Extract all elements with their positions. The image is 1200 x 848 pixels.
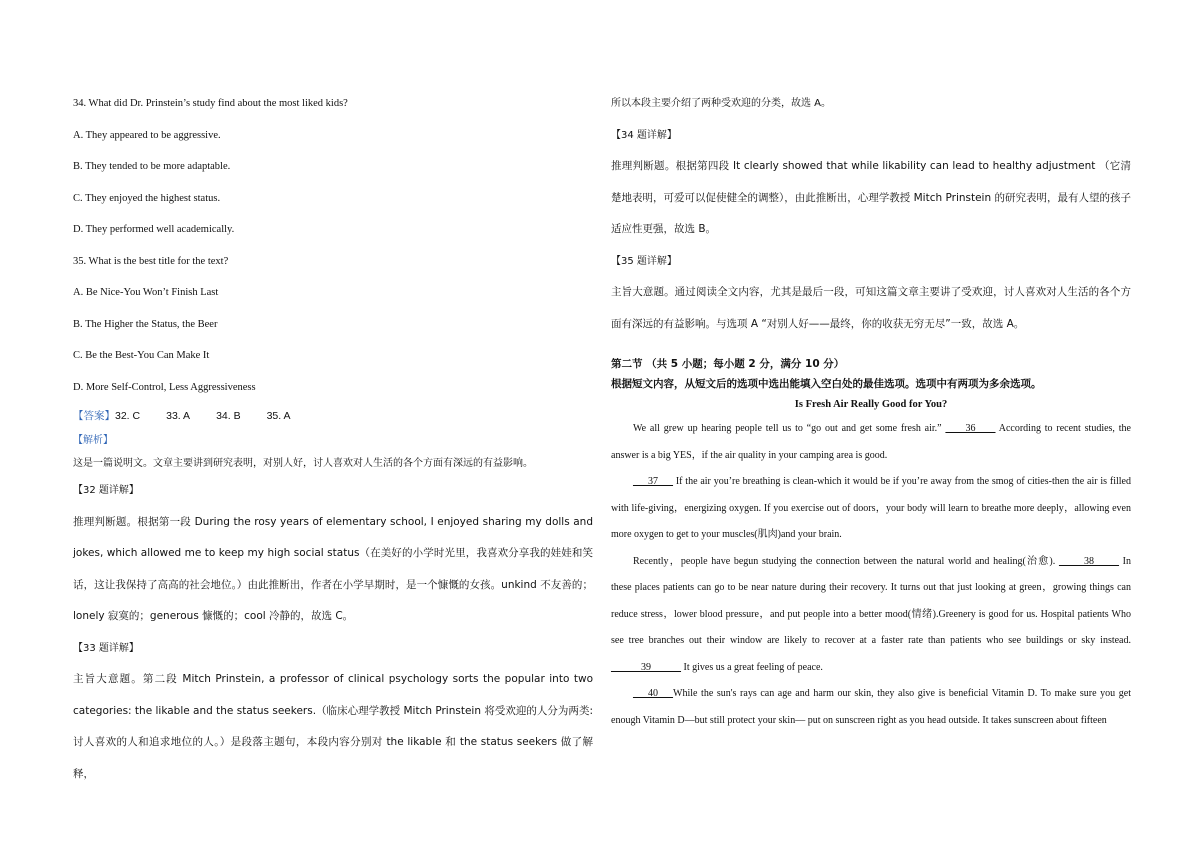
passage-title: Is Fresh Air Really Good for You? [794,399,948,410]
passage-paragraph-3 [611,549,1131,682]
detail-35-text: 主旨大意题。通过阅读全文内容，尤其是最后一段，可知这篇文章主要讲了受欢迎，讨人喜欢对人生活的各个方面有深远的有益影响。与选项 A “对别人好——最终，你的收获无穷无尽”一致，故选 A。 [611,286,1131,330]
detail-34-text: 推理判断题。根据第四段 It clearly showed that while likability can lead to healthy adjustment （它清楚地表明，可爱可以促使健全的调整），由此推断出，心理学教授 Mitch Prinstein 的研究表明，最有人望的孩子适应性更强，故选 B。 [611,160,1131,235]
left-column [73,88,593,790]
blank-39: ______39______ [611,661,681,673]
passage-paragraph-2 [611,469,1131,549]
detail-35-heading: 【35 题详解】 [611,255,677,267]
paragraph-text: While the sun's rays can age and harm our skin, they also give is beneficial Vitamin D. To make sure you get enough Vitamin D—but still protect your skin— put on sunscreen right as you head outside. It takes sunscreen about fifteen [611,688,1131,726]
blank-38: _____38_____ [1058,555,1119,567]
blank-37: ___37___ [633,476,673,487]
answer-34: 34. B [216,410,241,422]
paragraph-text: According to recent studies, the answer is a big YES，if the air quality in your camping area is good. [611,423,1131,461]
spacer [611,340,1131,354]
question-34-option-d: D. They performed well academically. [73,224,235,235]
section-instructions: 根据短文内容，从短文后的选项中选出能填入空白处的最佳选项。选项中有两项为多余选项。 [611,378,1042,390]
question-35-option-b: B. The Higher the Status, the Beer [73,318,218,330]
question-34-option-c: C. They enjoyed the highest status. [73,192,221,204]
answer-label: 【答案】 [73,410,115,422]
question-35-option-c: C. Be the Best-You Can Make It [73,350,210,361]
paragraph-text: If the air you’re breathing is clean-which it would be if you’re away from the smog of cities-then the air is filled with life-giving，energizing oxygen. If you exercise out of doors，your body will learn to breathe more deeply，allowing even more oxygen to get to your muscles(肌肉)and your brain. [611,476,1131,540]
question-35-stem: 35. What is the best title for the text? [73,255,229,267]
right-column [611,88,1131,734]
answer-33: 33. A [166,410,191,422]
question-35-option-a: A. Be Nice-You Won’t Finish Last [73,287,219,298]
detail-33-heading: 【33 题详解】 [73,642,139,654]
detail-32-heading: 【32 题详解】 [73,485,139,496]
detail-34-heading: 【34 题详解】 [611,129,677,141]
passage-paragraph-4 [611,681,1131,734]
detail-33-text: 主旨大意题。第二段 Mitch Prinstein, a professor of clinical psychology sorts the popular into two categories: the likable and the status seekers.（临床心理学教授 Mitch Prinstein 将受欢迎的人分为两类:讨人喜欢的人和追求地位的人。）是段落主题句，本段内容分别对 the likable 和 the status seekers 做了解释， [73,673,593,780]
section-header: 第二节 （共 5 小题；每小题 2 分，满分 10 分） [611,358,845,370]
question-34-option-b: B. They tended to be more adaptable. [73,161,231,172]
answer-32: 32. C [115,410,141,422]
paragraph-text: In these places patients can go to be near nature during their recovery. It turns out that just looking at green，growing things can reduce stress，lower blood pressure，and put people into a better mood(情绪).Greenery is good for us. Hospital patients Who see tree branches out their window are likely to recover at a faster rate than patients who see buildings or sky instead. [611,555,1131,646]
blank-40: ___40___ [633,688,673,699]
answer-35: 35. A [266,410,291,422]
paragraph-text: We all grew up hearing people tell us to “go out and get some fresh air.” [633,423,946,434]
question-34-stem: 34. What did Dr. Prinstein’s study find about the most liked kids? [73,98,348,109]
question-35-option-d: D. More Self-Control, Less Aggressiveness [73,381,256,393]
blank-36: ____36____ [945,423,996,434]
paragraph-text: Recently，people have begun studying the connection between the natural world and healing(治愈). [633,555,1059,567]
analysis-label: 【解析】 [73,435,113,446]
detail-33-continued: 所以本段主要介绍了两种受欢迎的分类，故选 A。 [611,98,832,109]
answer-line [73,403,593,429]
paragraph-text: It gives us a great feeling of peace. [681,661,823,673]
detail-32-text: 推理判断题。根据第一段 During the rosy years of elementary school, I enjoyed sharing my dolls and jokes, which allowed me to keep my high social status（在美好的小学时光里，我喜欢分享我的娃娃和笑话，这让我保持了高高的社会地位。）由此推断出，作者在小学早期时，是一个慷慨的女孩。unkind 不友善的；lonely 寂寞的；generous 慷慨的；cool 冷静的，故选 C。 [73,515,593,622]
question-34-option-a: A. They appeared to be aggressive. [73,129,221,141]
passage-paragraph-1 [611,416,1131,469]
analysis-summary: 这是一篇说明文。文章主要讲到研究表明，对别人好，讨人喜欢对人生活的各个方面有深远的有益影响。 [73,458,533,469]
